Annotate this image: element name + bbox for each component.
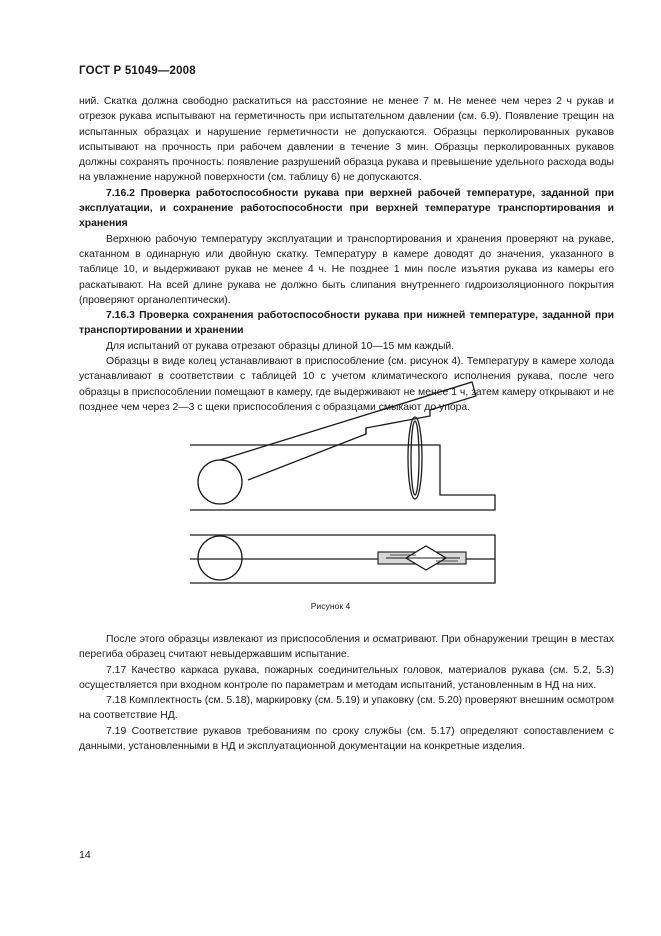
figure-caption: Рисунок 4 [310,601,351,611]
section-7-16-2-text: Верхнюю рабочую температуру эксплуатации и транспортирования и хранения проверяют на рукаве, скатанном в одинарную или двойную скатку. Температуру в камере доводят до значения, указанного в таблице 10, и выдерживают рукав не менее 4 ч. Не позднее 1 мин после изъятия рукава из камеры его раскатывают. На всей длине рукава не должно быть слипания внутреннего гидроизоляционного покрытия (проверяют органолептически). [79,233,614,306]
section-7-16-3-paragraph-1: Для испытаний от рукава отрезают образцы длиной 10—15 мм каждый. [106,340,455,352]
section-7-16-2-heading: 7.16.2 Проверка работоспособности рукава при верхней рабочей температуре, заданной при эксплуатации, и сохранение работоспособности при верхней температуре транспортирования и хранения [79,187,614,230]
text-block-top [79,94,614,415]
section-7-17-text: 7.17 Качество каркаса рукава, пожарных соединительных головок, материалов рукава (см. 5.2, 5.3) осуществляется при входном контроле по параметрам и методам испытаний, установленным в НД на них. [79,664,614,691]
clamp-open-view [190,382,495,510]
figure-4-drawing [190,370,520,600]
section-7-18-text: 7.18 Комплектность (см. 5.18), маркировку (см. 5.19) и упаковку (см. 5.20) проверяют внешним осмотром на соответствие НД. [79,695,614,722]
clamp-closed-view [190,535,495,583]
section-7-19-text: 7.19 Соответствие рукавов требованиям по сроку службы (см. 5.17) определяют сопоставлением с данными, установленными в НД и эксплуатационной документации на конкретные изделия. [79,725,614,753]
document-header: ГОСТ Р 51049—2008 [79,65,196,77]
text-block-bottom [79,632,614,754]
paragraph-continuation: ний. Скатка должна свободно раскатиться на расстояние не менее 7 м. Не менее чем через 2 ч рукав и отрезок рукава испытывают на герметичность при испытательном давлении (см. 6.9). Появление трещин на испытанных образцах и нарушение герметичности не допускаются. Образцы перколированных рукавов испытывают на прочность при рабочем давлении в течение 3 мин. Образцы перколированных рукавов должны сохранять прочность: появление разрушений образца рукава и превышение удельного расхода воды на увлажнение наружной поверхности (см. таблицу 6) не допускаются. [79,96,614,184]
paragraph-after-figure: После этого образцы извлекают из приспособления и осматривают. При обнаружении трещин в местах перегиба образец считают невыдержавшим испытание. [79,634,614,661]
section-7-16-3-heading: 7.16.3 Проверка сохранения работоспособности рукава при нижней температуре, заданной при транспортировании и хранении [79,310,614,337]
section-7-16-3-paragraph-2: Образцы в виде колец устанавливают в приспособление (см. рисунок 4). Температуру в камере холода устанавливают в соответствии с таблицей 10 с учетом климатического исполнения рукава, после чего образцы в приспособлении помещают в камеру, где выдерживают не менее 1 ч, затем камеру открывают и не позднее чем через 2—3 с щеки приспособления с образцами смыкают до упора. [79,356,614,413]
page-number: 14 [79,849,91,861]
